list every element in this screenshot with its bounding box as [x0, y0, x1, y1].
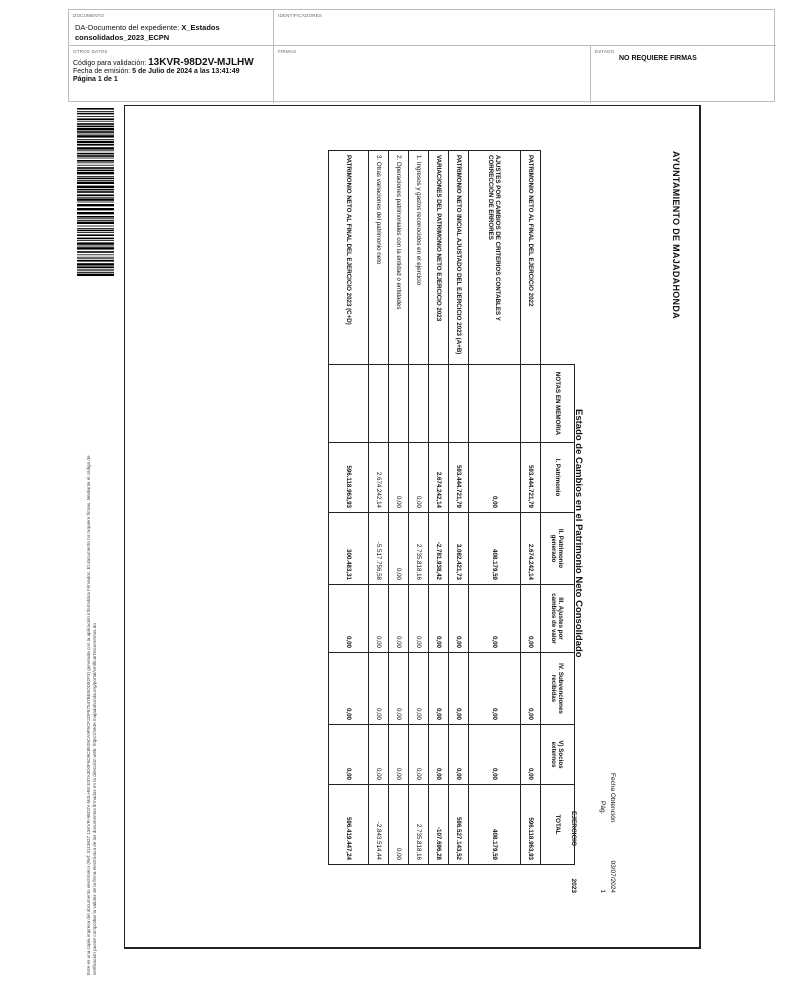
- row-label: PATRIMONIO NETO INICIAL AJUSTADO DEL EJERCICIO 2023 (A+B): [449, 151, 469, 365]
- header-cell-ajustes: III. Ajustes por cambios de valor: [541, 585, 575, 653]
- cell-notes: [329, 365, 369, 443]
- cell-subvenciones: 0,00: [449, 653, 469, 725]
- cell-patrimonio-generado: -5.517.756,58: [369, 513, 389, 585]
- table-row: [369, 151, 389, 865]
- table-row: [409, 151, 429, 865]
- verification-note: [86, 455, 98, 975]
- signatures-cell: [274, 46, 591, 103]
- cell-subvenciones: 0,00: [329, 653, 369, 725]
- cell-patrimonio: 0,00: [409, 443, 429, 513]
- validation-code: 13KVR-98D2V-MJLHW: [148, 57, 254, 68]
- status-label: ESTADO: [595, 49, 615, 54]
- cell-patrimonio: 0,00: [389, 443, 409, 513]
- cell-ajustes: 0,00: [469, 585, 521, 653]
- cell-ajustes: 0,00: [429, 585, 449, 653]
- obtained-date: 03/07/2024: [609, 860, 616, 893]
- header-cell-patrimonio-generado: II. Patrimonio generado: [541, 513, 575, 585]
- other-data-text: [73, 59, 254, 84]
- cell-socios: 0,00: [369, 725, 389, 785]
- obtained-date-label: Fecha Obtención: [609, 773, 616, 823]
- cell-patrimonio: 2.674.242,14: [429, 443, 449, 513]
- cell-notes: [469, 365, 521, 443]
- cell-patrimonio: 596.118.963,93: [329, 443, 369, 513]
- page-count: Página 1 de 1: [73, 76, 118, 83]
- other-data-cell: [69, 46, 274, 103]
- fiscal-year-label: EJERCICIO: [570, 811, 577, 847]
- cell-notes: [409, 365, 429, 443]
- cell-patrimonio: 0,00: [469, 443, 521, 513]
- cell-patrimonio: 2.674.242,14: [369, 443, 389, 513]
- row-label: AJUSTES POR CAMBIOS DE CRITERIOS CONTABLES Y CORRECCIÓN DE ERRORES: [469, 151, 521, 365]
- document-label: DOCUMENTO: [73, 13, 105, 18]
- cell-total: -107.696,28: [429, 785, 449, 865]
- row-label: 3. Otras variaciones del patrimonio neto: [369, 151, 389, 365]
- cell-notes: [449, 365, 469, 443]
- other-data-label: OTROS DATOS: [73, 49, 108, 54]
- cell-patrimonio-generado: 2.674.242,14: [521, 513, 541, 585]
- table-row: [449, 151, 469, 865]
- table-header-row: [541, 151, 575, 865]
- cell-ajustes: 0,00: [329, 585, 369, 653]
- report-meta: [597, 773, 617, 893]
- row-label: 1. Ingresos y gastos reconocidos en el ejercicio: [409, 151, 429, 365]
- document-name-line2: consolidados_2023_ECPN: [75, 33, 170, 42]
- report-page: [124, 106, 697, 949]
- cell-subvenciones: 0,00: [369, 653, 389, 725]
- identifiers-label: IDENTIFICADORES: [278, 13, 323, 18]
- document-name: [75, 23, 220, 43]
- cell-patrimonio-generado: -2.781.938,42: [429, 513, 449, 585]
- cell-ajustes: 0,00: [389, 585, 409, 653]
- verification-note-line2: verificación puede comprobar la validez de la firma electrónica de los documentos firmados en la dirección web: https://sede.majadahonda.org/portal/verificarDocumentos.do: [92, 623, 97, 975]
- status-cell: [591, 46, 776, 103]
- table-row: [329, 151, 369, 865]
- cell-patrimonio-generado: 3.082.421,73: [449, 513, 469, 585]
- header-cell-total: TOTAL: [541, 785, 575, 865]
- report-title: Estado de Cambios en el Patrimonio Neto Consolidado: [573, 409, 584, 658]
- identifiers-cell: [274, 10, 776, 46]
- cell-total: 596.527.143,52: [449, 785, 469, 865]
- cell-total: 596.118.963,93: [521, 785, 541, 865]
- table-row: [389, 151, 409, 865]
- cell-patrimonio-generado: 300.483,31: [329, 513, 369, 585]
- cell-patrimonio-generado: 408.179,59: [469, 513, 521, 585]
- cell-total: 2.735.818,16: [409, 785, 429, 865]
- cell-socios: 0,00: [389, 725, 409, 785]
- header-cell-label: [541, 151, 575, 365]
- cell-patrimonio: 593.444.721,79: [449, 443, 469, 513]
- cell-total: 596.419.447,24: [329, 785, 369, 865]
- issue-date: 5 de Julio de 2024 a las 13:41:49: [132, 68, 240, 75]
- cell-notes: [389, 365, 409, 443]
- page-number: 1: [599, 889, 606, 893]
- header-cell-notes: NOTAS EN MEMORIA: [541, 365, 575, 443]
- cell-socios: 0,00: [469, 725, 521, 785]
- cell-subvenciones: 0,00: [389, 653, 409, 725]
- document-prefix: DA-Documento del expediente:: [75, 23, 180, 32]
- cell-total: 408.179,59: [469, 785, 521, 865]
- cell-socios: 0,00: [521, 725, 541, 785]
- cell-notes: [369, 365, 389, 443]
- cell-patrimonio: 593.444.721,79: [521, 443, 541, 513]
- cell-subvenciones: 0,00: [409, 653, 429, 725]
- cell-socios: 0,00: [329, 725, 369, 785]
- equity-changes-table: [328, 150, 575, 865]
- fiscal-year-value: 2023: [570, 878, 577, 893]
- cell-notes: [429, 365, 449, 443]
- header-cell-patrimonio: I. Patrimonio: [541, 443, 575, 513]
- header-cell-subvenciones: IV. Subvenciones recibidas: [541, 653, 575, 725]
- row-label: PATRIMONIO NETO AL FINAL DEL EJERCICIO 2022: [521, 151, 541, 365]
- cell-notes: [521, 365, 541, 443]
- header-cell-socios: V) Socios externos: [541, 725, 575, 785]
- cell-ajustes: 0,00: [521, 585, 541, 653]
- verification-note-line1: Este es una copia impresa del documento electrónico (Ref: 3113627 13KVR-98D2V-MJLHW E37A3D0F5D9C8529CA9F5CF2DF87547BE5DD82F3) generada con la aplicación informática Firmadoc. El documento no requiere firmas. Mediante el código de: [86, 455, 91, 975]
- table-row: [429, 151, 449, 865]
- cell-ajustes: 0,00: [449, 585, 469, 653]
- cell-patrimonio-generado: 0,00: [389, 513, 409, 585]
- row-label: 2. Operaciones patrimoniales con la entidad o entidades: [389, 151, 409, 365]
- cell-total: -2.843.514,44: [369, 785, 389, 865]
- signatures-label: FIRMAS: [278, 49, 297, 54]
- table-row: [469, 151, 521, 865]
- cell-ajustes: 0,00: [369, 585, 389, 653]
- issue-date-label: Fecha de emisión:: [73, 68, 131, 75]
- cell-subvenciones: 0,00: [521, 653, 541, 725]
- barcode-image: [77, 108, 114, 276]
- cell-subvenciones: 0,00: [429, 653, 449, 725]
- row-label: VARIACIONES DEL PATRIMONIO NETO EJERCICIO 2023: [429, 151, 449, 365]
- cell-subvenciones: 0,00: [469, 653, 521, 725]
- cell-socios: 0,00: [429, 725, 449, 785]
- cell-socios: 0,00: [449, 725, 469, 785]
- cell-socios: 0,00: [409, 725, 429, 785]
- row-label: PATRIMONIO NETO AL FINAL DEL EJERCICIO 2023 (C+D): [329, 151, 369, 365]
- page-label: Pág.: [599, 801, 606, 815]
- cell-total: 0,00: [389, 785, 409, 865]
- table-row: [521, 151, 541, 865]
- document-name-line1: X_Estados: [181, 23, 220, 32]
- status-value: NO REQUIERE FIRMAS: [619, 55, 697, 62]
- document-header: [68, 9, 775, 102]
- cell-patrimonio-generado: 2.735.818,16: [409, 513, 429, 585]
- validation-code-label: Código para validación:: [73, 60, 147, 67]
- organization-title: AYUNTAMIENTO DE MAJADAHONDA: [671, 151, 681, 319]
- document-cell: [69, 10, 274, 46]
- cell-ajustes: 0,00: [409, 585, 429, 653]
